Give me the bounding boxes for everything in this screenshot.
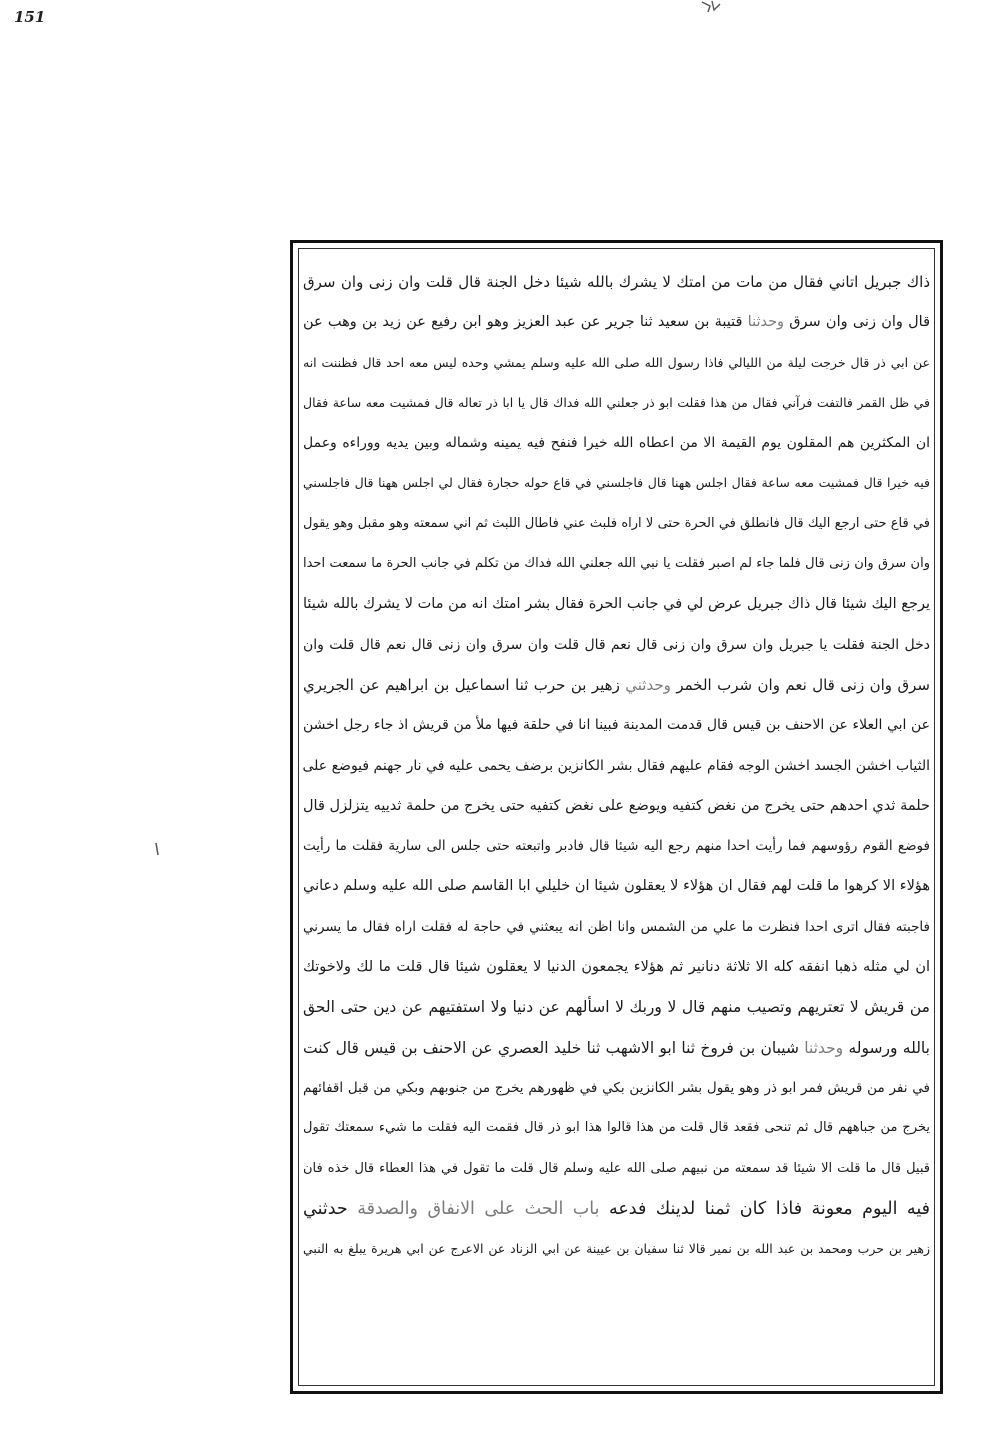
line-segment: فيه خيرا قال فمشيت معه ساعة فقال اجلس ههنا قال فاجلسني في قاع حوله حجارة فقال لي اجلس ههنا قال فاجلسني	[303, 475, 930, 491]
text-line	[303, 947, 930, 987]
text-line	[303, 1068, 930, 1108]
line-segment: بالله ورسوله	[848, 1038, 930, 1057]
top-stain-mark	[700, 0, 724, 14]
rubric-heading: وحدثنا	[804, 1038, 844, 1057]
manuscript-text-block	[303, 262, 930, 1269]
text-line	[303, 463, 930, 503]
rubric-heading: وحدثني	[625, 675, 671, 694]
stray-ink-mark	[154, 842, 162, 856]
line-segment: قبيل قال ما قلت الا شيئا قد سمعته من نبيهم صلى الله عليه وسلم قال قلت ما تقول في هذا العطاء قال خذه فان	[303, 1160, 930, 1176]
line-segment: في قاع حتى ارجع اليك قال فانطلق في الحرة حتى لا اراه فلبث عني فاطال اللبث ثم اني سمعته وهو مقبل وهو يقول	[303, 515, 930, 531]
line-segment: شيبان بن فروخ ثنا ابو الاشهب ثنا خليد العصري عن الاحنف بن قيس قال كنت	[303, 1038, 799, 1057]
text-line	[303, 1149, 930, 1189]
rubric-heading: وحدثنا	[747, 314, 785, 331]
text-line	[303, 866, 930, 906]
line-segment: وان سرق وان زنى قال فلما جاء لم اصبر فقلت يا نبي الله جعلني الله فداك من تكلم في جانب الحرة ما سمعت احدا	[303, 556, 930, 572]
line-segment: عن ابي العلاء عن الاحنف بن قيس قال قدمت المدينة فبينا انا في حلقة فيها ملأ من قريش اذ جاء رجل اخشن	[303, 717, 930, 734]
line-segment: حلمة ثدي احدهم حتى يخرج من نغض كتفيه ويوضع على نغض كتفيه حتى يخرج من حلمة ثدييه يتزلزل قال	[303, 797, 930, 814]
line-segment: في نفر من قريش فمر ابو ذر وهو يقول بشر الكانزين بكي في ظهورهم يخرج من جنوبهم وبكي من قبل اقفائهم	[303, 1079, 930, 1096]
line-segment: زهير بن حرب ثنا اسماعيل بن ابراهيم عن الجريري	[303, 675, 620, 694]
text-line	[303, 826, 930, 866]
line-segment: هؤلاء الا كرهوا ما قلت لهم فقال ان هؤلاء لا يعقلون شيئا ان خليلي ابا القاسم صلى الله عليه وسلم دعاني	[303, 878, 930, 895]
line-segment: الثياب اخشن الجسد اخشن الوجه فقام عليهم فقال بشر الكانزين برضف يحمى عليه في نار جهنم فيوضع على	[303, 757, 930, 774]
line-segment: فيه اليوم معونة فاذا كان ثمنا لدينك فدعه	[608, 1198, 930, 1219]
text-line	[303, 987, 930, 1027]
text-line	[303, 665, 930, 705]
text-line	[303, 746, 930, 786]
text-line	[303, 343, 930, 383]
text-line	[303, 1108, 930, 1148]
text-line	[303, 1229, 930, 1269]
line-segment: عن ابي ذر قال خرجت ليلة من الليالي فاذا رسول الله صلى الله عليه وسلم يمشي وحده ليس معه احد قال فظننت انه	[303, 354, 930, 370]
rubric-heading: باب الحث على الانفاق والصدقة	[357, 1198, 600, 1219]
text-line	[303, 262, 930, 302]
line-segment: من قريش لا تعتريهم وتصيب منهم قال لا وربك لا اسألهم عن دنيا ولا استفتيهم عن دين حتى الحق	[303, 998, 930, 1017]
line-segment: ان المكثرين هم المقلون يوم القيمة الا من اعطاه الله خيرا فنفح فيه يمينه وشماله وبين يديه ووراءه وعمل	[303, 435, 930, 452]
line-segment: فاجبته فقال اترى احدا فنظرت ما علي من الشمس وانا اظن انه يبعثني في حاجة له فقلت اراه فقال ما يسرني	[303, 918, 930, 935]
text-line	[303, 423, 930, 463]
line-segment: في ظل القمر فالتفت فرآني فقال من هذا فقلت ابو ذر جعلني الله فداك قال يا ابا ذر تعاله قال فمشيت معه ساعة فقال	[303, 394, 930, 410]
text-line	[303, 544, 930, 584]
text-line	[303, 383, 930, 423]
line-segment: قتيبة بن سعيد ثنا جرير عن عبد العزيز وهو ابن رفيع عن زيد بن وهب عن	[303, 314, 743, 331]
line-segment: زهير بن حرب ومحمد بن عبد الله بن نمير قالا ثنا سفيان بن عيينة عن ابي الزناد عن الاعرج عن ابي هريرة يبلغ به النبي	[303, 1241, 930, 1257]
line-segment: ان لي مثله ذهبا انفقه كله الا ثلاثة دنانير ثم هؤلاء يجمعون الدنيا لا يعقلون شيئا قال قلت ما لك ولاخوتك	[303, 959, 930, 976]
text-line	[303, 584, 930, 624]
line-segment: دخل الجنة فقلت يا جبريل وان سرق وان زنى قال نعم قال قلت وان سرق وان زنى قال نعم قال قلت وان	[303, 636, 930, 653]
text-line	[303, 907, 930, 947]
line-segment: ذاك جبريل اتاني فقال من مات من امتك لا يشرك بالله شيئا دخل الجنة قال قلت وان زنى وان سرق	[303, 273, 930, 291]
text-line	[303, 625, 930, 665]
text-line	[303, 705, 930, 745]
line-segment: فوضع القوم رؤوسهم فما رأيت احدا منهم رجع اليه شيئا قال فادبر واتبعته حتى جلس الى سارية فقلت ما رأيت	[303, 838, 930, 855]
text-line	[303, 302, 930, 342]
text-line	[303, 786, 930, 826]
line-segment: قال وان زنى وان سرق	[789, 314, 930, 331]
page-number: 151	[14, 8, 46, 26]
text-line	[303, 504, 930, 544]
line-segment: سرق وان زنى قال نعم وان شرب الخمر	[676, 675, 930, 694]
text-line	[303, 1189, 930, 1229]
line-segment: يرجع اليك شيئا قال ذاك جبريل عرض لي في جانب الحرة فقال بشر امتك انه من مات لا يشرك بالله شيئا	[303, 596, 930, 613]
line-segment: يخرج من جباههم قال ثم تنحى فقعد قال قلت من هذا قالوا هذا ابو ذر قال فقمت اليه فقلت ما شيء سمعتك تقول	[303, 1120, 930, 1136]
text-line	[303, 1028, 930, 1068]
line-segment: حدثني	[303, 1198, 348, 1219]
